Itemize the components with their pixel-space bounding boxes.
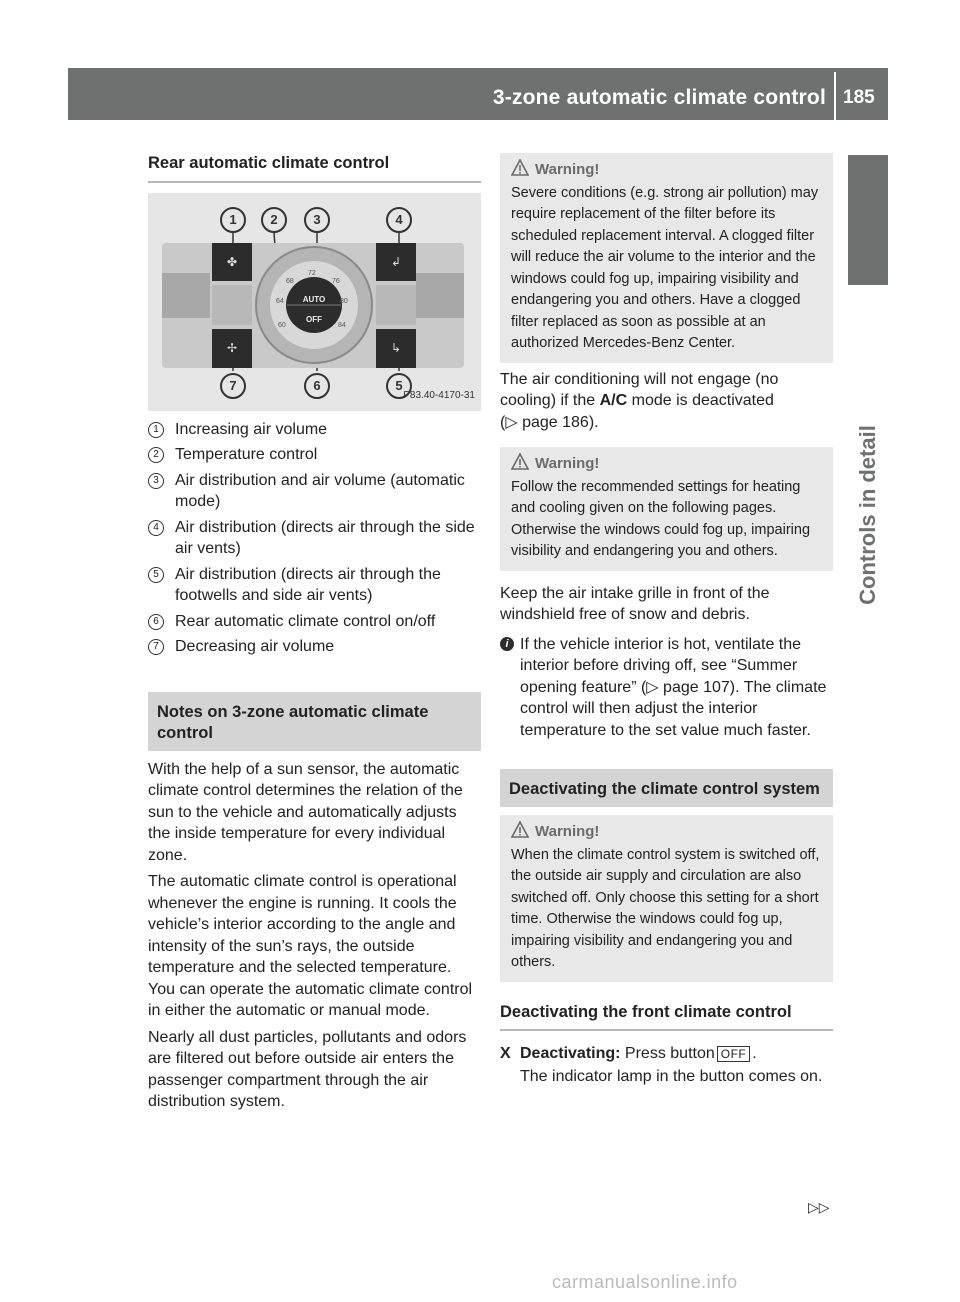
warning-box	[500, 447, 833, 571]
callout-1: 1	[220, 207, 246, 233]
dial-temp-72: 72	[308, 269, 316, 277]
ac-paragraph: The air conditioning will not engage (no cooling) if the A/C mode is deactivated (▷ page 186).	[500, 370, 779, 431]
step-marker: X	[500, 1045, 511, 1062]
warning-icon	[511, 453, 529, 471]
warning-text: Follow the recommended settings for heating and cooling given on the following pages. Otherwise the windows could fog up, impairing visibility and endangering you and others.	[511, 478, 811, 559]
air-volume-indicator	[212, 285, 252, 325]
list-item: 2 Temperature control	[148, 444, 481, 466]
right-seat-heat-button[interactable]	[416, 273, 464, 318]
chapter-label: Controls in detail	[855, 425, 880, 605]
footwell-vents-button[interactable]: ↳	[376, 329, 416, 368]
side-vents-button[interactable]: ↲	[376, 243, 416, 281]
deactivate-heading: Deactivating the climate control system	[500, 769, 833, 807]
control-panel	[162, 243, 464, 368]
chapter-tab	[848, 155, 888, 285]
warning-box	[500, 153, 833, 363]
dial-temp-80: 80	[340, 297, 348, 305]
warning-text: Severe conditions (e.g. strong air pollution) may require replacement of the filter before its scheduled replacement interval. A clogged filter will reduce the air volume to the interior and the windows could fog up, impairing visibility and endangering you and others. Have a clogged filter replaced as soon as possible at an authorized Mercedes-Benz Center.	[511, 184, 819, 351]
warning-title: Warning!	[535, 161, 600, 178]
warning-box	[500, 815, 833, 982]
step-result: The indicator lamp in the button comes on.	[520, 1067, 823, 1085]
paragraph: The automatic climate control is operational whenever the engine is running. It cools the vehicle’s interior according to the angle and intensity of the sun’s rays, the outside temperature and the selected temperature. You can operate the automatic climate control in either the automatic or manual mode.	[148, 873, 473, 1019]
warning-title: Warning!	[535, 455, 600, 472]
paragraph: Nearly all dust particles, pollutants and odors are filtered out before outside air enters the passenger compartment through the air distribution system.	[148, 1028, 467, 1110]
header-divider	[834, 72, 836, 120]
page-header	[68, 68, 888, 120]
off-key-symbol: OFF	[717, 1046, 751, 1062]
list-item: 3 Air distribution and air volume (automatic mode)	[148, 470, 481, 513]
center-indicator	[376, 285, 416, 325]
warning-text: When the climate control system is switched off, the outside air supply and circulation are also switched off. Only choose this setting for a short time. Otherwise the windows could fog up, impairing visibility and endangering you and others.	[511, 846, 820, 970]
callout-7: 7	[220, 373, 246, 399]
warning-icon	[511, 821, 529, 839]
figure-code: P83.40-4170-31	[403, 390, 475, 401]
page-reference[interactable]: (▷ page 186).	[500, 413, 599, 431]
list-item: 1 Increasing air volume	[148, 419, 481, 441]
warning-title: Warning!	[535, 823, 600, 840]
dial-temp-76: 76	[332, 277, 340, 285]
decrease-air-volume-button[interactable]: ✢	[212, 329, 252, 368]
grille-paragraph: Keep the air intake grille in front of the windshield free of snow and debris.	[500, 584, 770, 623]
info-icon: i	[500, 637, 514, 651]
page-number: 185	[843, 87, 875, 108]
dial-temp-84: 84	[338, 321, 346, 329]
front-heading: Deactivating the front climate control	[500, 1002, 833, 1032]
continuation-arrows: ▷▷	[808, 1199, 830, 1215]
list-item: 7 Decreasing air volume	[148, 636, 481, 658]
warning-icon	[511, 159, 529, 177]
callout-2: 2	[261, 207, 287, 233]
paragraph: With the help of a sun sensor, the automatic climate control determines the relation of the sun to the vehicle and automatically adjusts the inside temperature for every individual zone.	[148, 760, 463, 864]
section-title: 3-zone automatic climate control	[492, 86, 826, 109]
figure-heading: Rear automatic climate control	[148, 153, 481, 183]
callout-3: 3	[304, 207, 330, 233]
off-button[interactable]: OFF	[306, 314, 322, 324]
callout-5: 5	[386, 373, 412, 399]
callout-6: 6	[304, 373, 330, 399]
info-note: i If the vehicle interior is hot, ventilate the interior before driving off, see “Summer opening feature” (▷ page 107). The climate control will then adjust the interior temperature to the set value much faster.	[500, 634, 833, 742]
notes-heading: Notes on 3-zone automatic climate control	[148, 692, 481, 751]
climate-control-figure	[148, 193, 481, 411]
left-column	[148, 153, 481, 1118]
callout-4: 4	[386, 207, 412, 233]
list-item: 6 Rear automatic climate control on/off	[148, 611, 481, 633]
instruction-step: X Deactivating: Press button OFF . The indicator lamp in the button comes on.	[500, 1045, 823, 1085]
right-column	[500, 153, 833, 1087]
left-seat-heat-button[interactable]	[162, 273, 210, 318]
dial-temp-68: 68	[286, 277, 294, 285]
increase-air-volume-button[interactable]: ✤	[212, 243, 252, 281]
watermark: carmanualsonline.info	[552, 1272, 738, 1292]
auto-button[interactable]: AUTO	[302, 294, 326, 304]
legend-list	[148, 419, 481, 658]
list-item: 4 Air distribution (directs air through the side air vents)	[148, 517, 481, 560]
dial-temp-60: 60	[278, 321, 286, 329]
dial-temp-64: 64	[276, 297, 284, 305]
list-item: 5 Air distribution (directs air through the footwells and side air vents)	[148, 564, 481, 607]
